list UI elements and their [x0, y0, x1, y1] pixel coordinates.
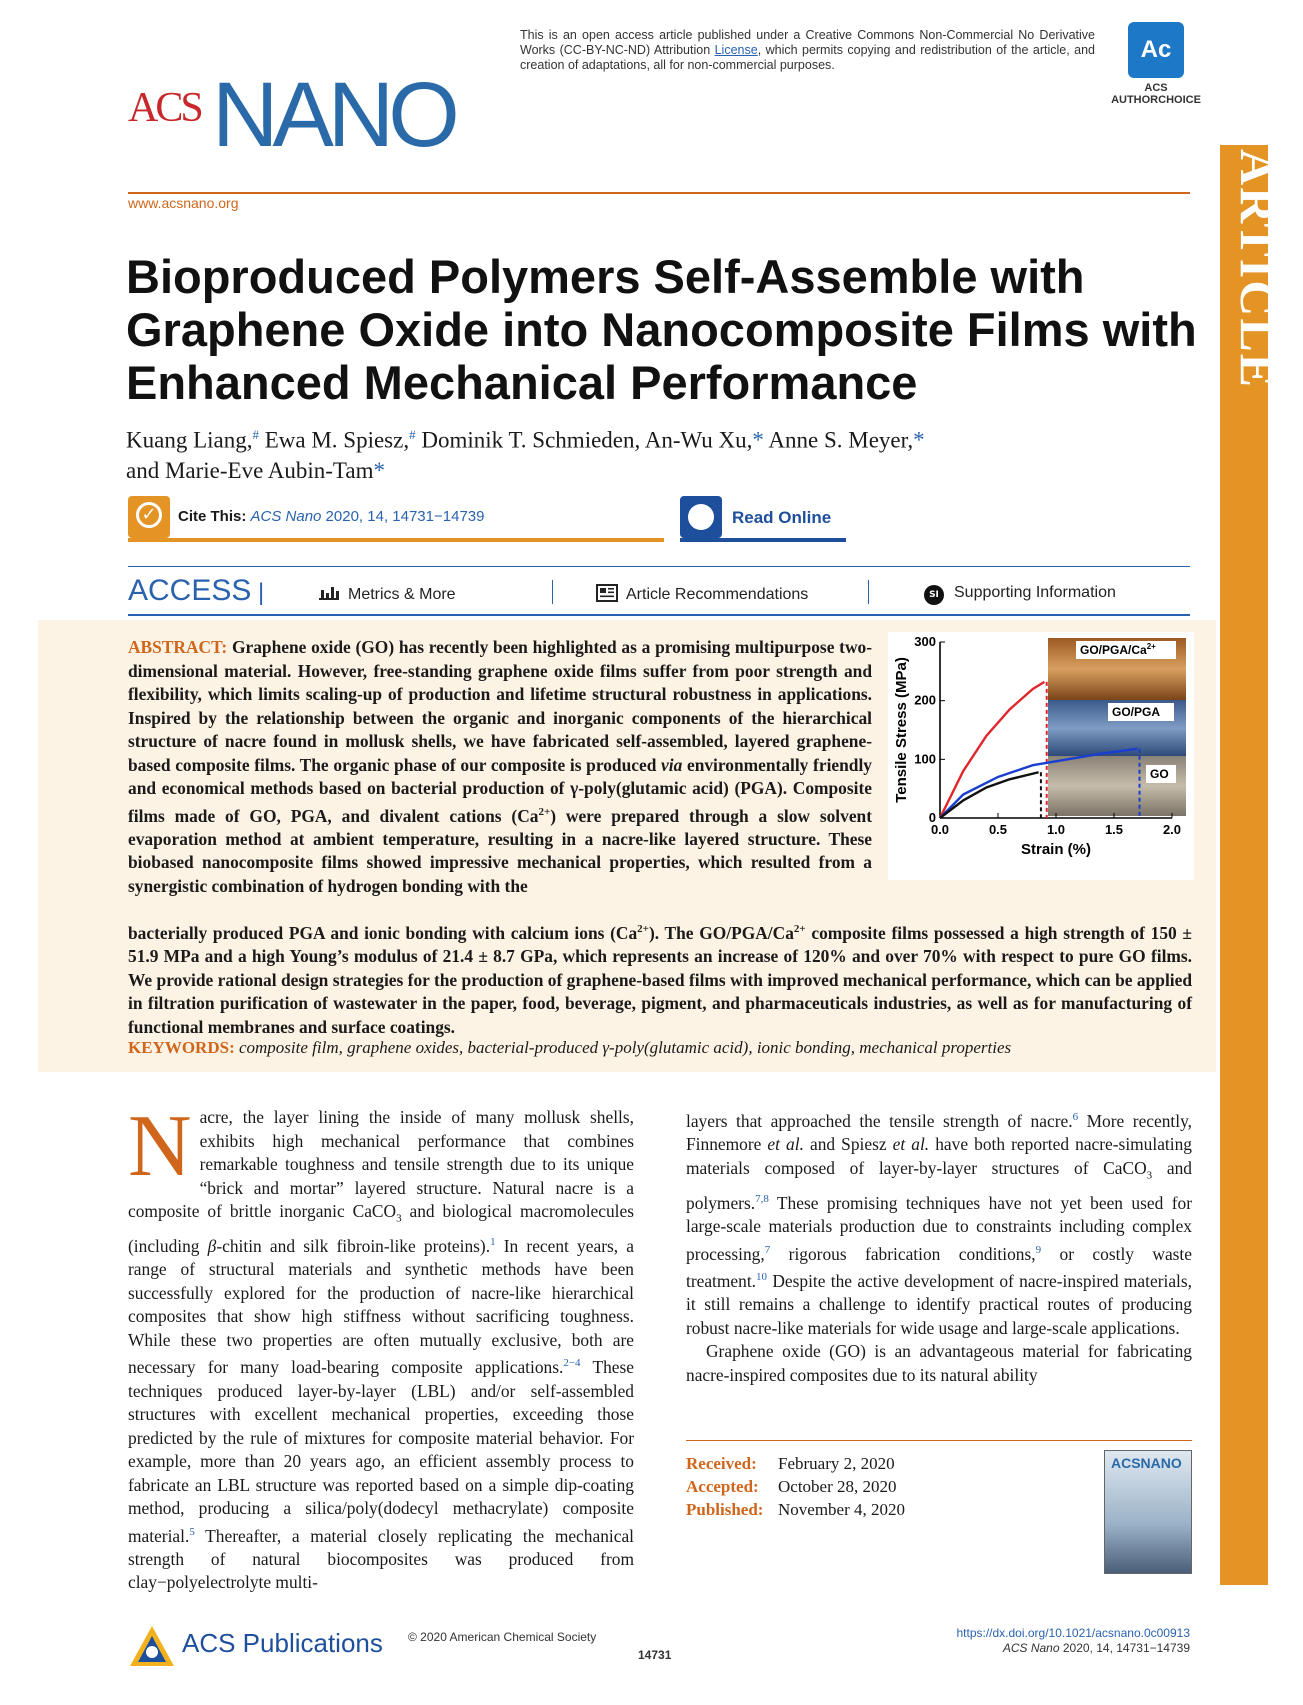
legend-label: GO/PGA	[1112, 705, 1161, 719]
doi-link[interactable]: https://dx.doi.org/10.1021/acsnano.0c00913	[956, 1626, 1190, 1640]
acs-publications-logo-icon	[128, 1624, 176, 1668]
doi-citation: https://dx.doi.org/10.1021/acsnano.0c00913 ACS Nano 2020, 14, 14731−14739	[900, 1626, 1190, 1656]
authorchoice-caption: ACS AUTHORCHOICE	[1111, 82, 1201, 106]
series-line	[940, 772, 1039, 818]
stress-strain-chart	[888, 632, 1194, 880]
author-list	[126, 420, 1126, 486]
abstract-text-continued: bacterially produced PGA and ionic bonding with calcium ions $(Ca^{2+})$. The $GO/PGA/Ca^{2+}$ composite films possessed a high strength of 150 ± 51.9 MPa and a high Young’s modulus of 21.4 ± 8.7 GPa, which represents an increase of 120% and over 70% with respect to pure GO films. We provide rational design strategies for the production of graphene-based films with improved mechanical performance, which can be applied in filtration purification of wastewater in the paper, food, beverage, pigment, and pharmaceuticals industries, as well as for manufacturing of functional membranes and surface coatings.	[128, 922, 1192, 1037]
ref-link[interactable]: 7,8	[755, 1192, 769, 1205]
author-name[interactable]: Ewa M. Spiesz,	[258, 427, 410, 453]
equal-contribution-mark[interactable]: #	[252, 427, 259, 442]
dropcap: N	[128, 1098, 192, 1195]
ref-link[interactable]: 9	[1035, 1243, 1042, 1256]
journal-cover-thumbnail[interactable]: ACSNANO	[1104, 1450, 1192, 1574]
author-name[interactable]: and Marie-Eve Aubin-Tam	[126, 457, 374, 483]
ref-link[interactable]: 2−4	[563, 1357, 581, 1370]
cite-this[interactable]: Cite This: ACS Nano 2020, 14, 14731−14739	[178, 508, 485, 525]
author-name[interactable]: Anne S. Meyer,	[763, 427, 914, 453]
chart-svg	[888, 632, 1194, 880]
abstract-text: ABSTRACT: Graphene oxide (GO) has recently been highlighted as a promising multipurpose two-dimensional material. However, free-standing graphene oxide films suffer from poor strength and flexibility, which limits scaling-up of production and lifetime structural robustness in applications. Inspired by the relationship between the organic and inorganic components of the hierarchical structure of nacre found in mollusk shells, we have fabricated self-assembled, layered graphene-based composite films. The organic phase of our composite is produced via environmentally friendly and economical methods based on bacterial production of γ-poly(glutamic acid) (PGA). Composite films made of GO, PGA, and divalent cations $(Ca^{2+})$ were prepared through a slow solvent evaporation method at ambient temperature, resulting in a nacre-like layered structure. These biobased nanocomposite films showed impressive mechanical properties, which resulted from a synergistic combination of hydrogen bonding with the	[128, 637, 873, 896]
globe-icon	[680, 496, 722, 538]
supporting-info-tab[interactable]: SI Supporting Information	[924, 584, 1116, 605]
article-title: Bioproduced Polymers Self-Assemble with Graphene Oxide into Nanocomposite Films with Enhanced Mechanical Performance	[126, 250, 1197, 409]
series-line	[940, 682, 1044, 818]
legend-label: GO	[1150, 767, 1169, 781]
corresponding-author-mark[interactable]: *	[752, 427, 764, 453]
dates-rule	[686, 1440, 1192, 1441]
ref-link[interactable]: 5	[189, 1525, 195, 1538]
x-tick-label: 0.0	[930, 822, 950, 837]
y-tick-label: 100	[914, 751, 936, 767]
read-online-button[interactable]: Read Online	[732, 508, 832, 527]
x-tick-label: 1.0	[1046, 822, 1066, 837]
equal-contribution-mark[interactable]: #	[409, 427, 416, 442]
legend-label: $GO/PGA/Ca^{2+}$	[1080, 642, 1156, 657]
ref-link[interactable]: 7	[764, 1243, 771, 1256]
article-icon	[596, 584, 618, 602]
acs-publications-logo[interactable]: ACS Publications	[182, 1628, 383, 1658]
y-tick-label: 0	[928, 810, 936, 825]
site-url-link[interactable]: www.acsnano.org	[128, 195, 239, 211]
corresponding-author-mark[interactable]: *	[913, 427, 925, 453]
header-rule	[128, 192, 1190, 194]
access-rule-bottom	[128, 614, 1190, 616]
x-axis-label: Strain (%)	[1020, 841, 1092, 858]
metrics-tab[interactable]: Metrics & More	[318, 584, 456, 604]
article-dates: Received: February 2, 2020 Accepted: October 28, 2020 Published: November 4, 2020	[686, 1454, 906, 1519]
keywords: KEYWORDS: composite film, graphene oxides, bacterial-produced γ-poly(glutamic acid), ionic bonding, mechanical properties	[128, 1038, 1012, 1057]
y-axis-label: Tensile Stress (MPa)	[893, 657, 910, 803]
body-column-right: layers that approached the tensile strength of nacre.$^6$ More recently, Finnemore et al. and Spiesz et al. have both reported nacre-simulating materials composed of layer-by-layer structures of CaCO$_3$ and polymers.$^{7,8}$ These promising techniques have not yet been used for large-scale materials production due to constraints including complex processing,$^7$ rigorous fabrication conditions,$^9$ or costly waste treatment.$^{10}$ Despite the active development of nacre-inspired materials, it still remains a challenge to identify practical routes of producing robust nacre-like materials for wide usage and large-scale applications. Graphene oxide (GO) is an advantageous material for fabricating nacre-inspired composites due to its natural ability	[686, 1110, 1192, 1385]
x-tick-label: 0.5	[988, 822, 1008, 837]
ref-link[interactable]: 10	[756, 1270, 768, 1283]
copyright: © 2020 American Chemical Society	[408, 1630, 597, 1644]
check-icon: ✓	[128, 496, 170, 538]
access-rule-top	[128, 566, 1190, 567]
ref-link[interactable]: 1	[490, 1235, 496, 1248]
acs-authorchoice-badge[interactable]: Ac	[1128, 22, 1184, 78]
si-icon: SI	[924, 585, 944, 605]
x-tick-label: 1.5	[1104, 822, 1124, 837]
y-tick-label: 200	[914, 692, 936, 708]
access-separator	[868, 580, 869, 604]
corresponding-author-mark[interactable]: *	[373, 457, 385, 483]
author-name[interactable]: Kuang Liang,	[126, 427, 253, 453]
x-tick-label: 2.0	[1162, 822, 1182, 837]
body-column-left: Nacre, the layer lining the inside of many mollusk shells, exhibits high mechanical performance that combines remarkable toughness and tensile strength due to its unique “brick and mortar” layered structure. Natural nacre is a composite of brittle inorganic CaCO$_3$ and biological macromolecules (including β-chitin and silk fibroin-like proteins).$^1$ In recent years, a range of structural materials and synthetic methods have been successfully explored for the production of nacre-like hierarchical composites that show high stiffness without sacrificing toughness. While these two properties are often mutually exclusive, both are necessary for many load-bearing composite applications.$^{2-4}$ These techniques produced layer-by-layer (LBL) and/or self-assembled structures with excellent mechanical properties, exceeding those predicted by the rule of mixtures for composite material behavior. For example, more than 20 years ago, an efficient assembly process to fabricate an LBL structure was reported based on a simple dip-coating method, producing a silica/poly(dodecyl methacrylate) composite material.$^5$ Thereafter, a material closely replicating the mechanical strength of natural biocomposites was produced from clay−polyelectrolyte multi-	[128, 1098, 634, 1593]
access-separator	[552, 580, 553, 604]
y-tick-label: 300	[914, 634, 936, 649]
open-access-note: This is an open access article published under a Creative Commons Non-Commercial No Derivative Works (CC-BY-NC-ND) Attribution License, which permits copying and redistribution of the article, and creation of adaptations, all for non-commercial purposes.	[520, 28, 1095, 72]
author-name[interactable]: Dominik T. Schmieden, An-Wu Xu,	[415, 427, 753, 453]
license-link[interactable]: License	[714, 43, 758, 57]
page-number: 14731	[638, 1648, 672, 1662]
recommendations-tab[interactable]: Article Recommendations	[596, 584, 808, 604]
access-label: ACCESS |	[128, 574, 265, 607]
article-side-label: ARTICLE	[1230, 148, 1287, 390]
bar-chart-icon	[318, 584, 340, 602]
ref-link[interactable]: 6	[1072, 1111, 1079, 1123]
